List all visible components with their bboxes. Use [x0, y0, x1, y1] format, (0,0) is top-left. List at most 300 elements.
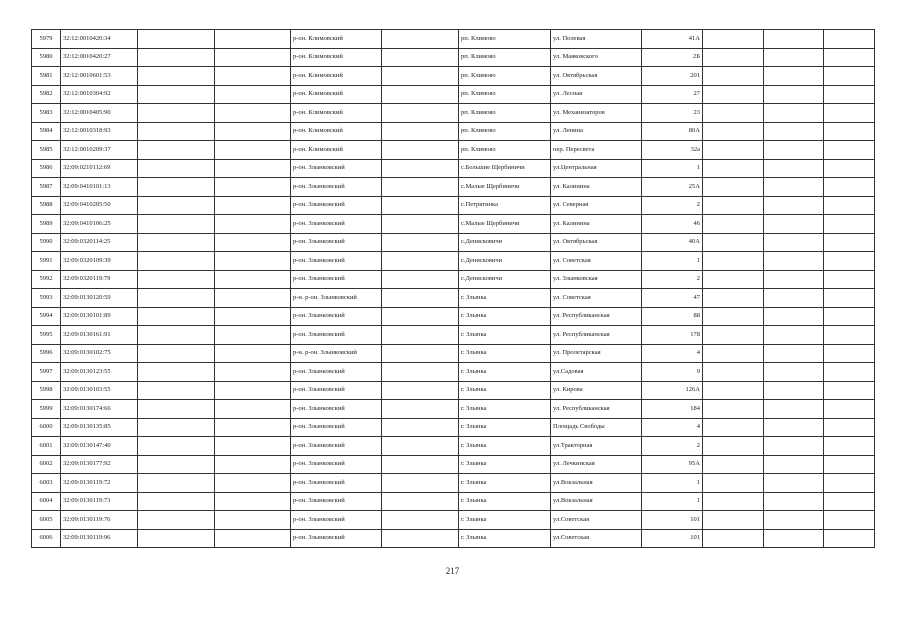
empty-cell-e [764, 474, 824, 493]
cadastral-number-cell: 32:09:0130161:91 [61, 326, 138, 345]
empty-cell-c [382, 511, 459, 530]
cadastral-number-cell: 32:09:0130123:55 [61, 363, 138, 382]
table-row [32, 363, 875, 382]
empty-cell-a [138, 529, 215, 548]
street-cell: Площадь Свободы [551, 418, 642, 437]
house-number-cell: 32а [642, 141, 703, 160]
empty-cell-a [138, 178, 215, 197]
row-number-cell: 5990 [32, 233, 61, 252]
street-cell: ул. Республиканская [551, 307, 642, 326]
district-cell: р-он. Злынковский [291, 455, 382, 474]
empty-cell-f [824, 104, 875, 123]
table-row [32, 48, 875, 67]
empty-cell-e [764, 511, 824, 530]
locality-cell: с.Большие Щербиничи [459, 159, 551, 178]
empty-cell-f [824, 326, 875, 345]
locality-cell: рп. Климово [459, 67, 551, 86]
table-row [32, 252, 875, 271]
cadastral-number-cell: 32:09:0410106:25 [61, 215, 138, 234]
empty-cell-f [824, 400, 875, 419]
empty-cell-c [382, 307, 459, 326]
locality-cell: с.Денисковичи [459, 233, 551, 252]
empty-cell-a [138, 67, 215, 86]
locality-cell: г. Злынка [459, 344, 551, 363]
street-cell: ул. Северная [551, 196, 642, 215]
empty-cell-c [382, 381, 459, 400]
empty-cell-d [703, 122, 764, 141]
empty-cell-b [215, 492, 291, 511]
district-cell: р-он. Климовский [291, 122, 382, 141]
locality-cell: г. Злынка [459, 289, 551, 308]
house-number-cell: 1 [642, 474, 703, 493]
district-cell: р-он. Климовский [291, 67, 382, 86]
locality-cell: с.Петрятинка [459, 196, 551, 215]
empty-cell-a [138, 159, 215, 178]
cadastral-number-cell: 32:12:0010304:92 [61, 85, 138, 104]
house-number-cell: 88 [642, 307, 703, 326]
empty-cell-f [824, 344, 875, 363]
register-sheet [31, 29, 874, 548]
empty-cell-f [824, 159, 875, 178]
empty-cell-f [824, 455, 875, 474]
empty-cell-b [215, 215, 291, 234]
cadastral-number-cell: 32:09:0130119:96 [61, 529, 138, 548]
empty-cell-a [138, 270, 215, 289]
empty-cell-e [764, 252, 824, 271]
empty-cell-a [138, 400, 215, 419]
table-row [32, 104, 875, 123]
empty-cell-a [138, 30, 215, 49]
district-cell: р-он. Климовский [291, 141, 382, 160]
locality-cell: г. Злынка [459, 511, 551, 530]
cadastral-number-cell: 32:12:0010420:34 [61, 30, 138, 49]
cadastral-number-cell: 32:09:0320109:39 [61, 252, 138, 271]
street-cell: ул. Республиканская [551, 326, 642, 345]
empty-cell-d [703, 474, 764, 493]
district-cell: р-он. Злынковский [291, 363, 382, 382]
empty-cell-e [764, 400, 824, 419]
empty-cell-d [703, 437, 764, 456]
empty-cell-b [215, 437, 291, 456]
locality-cell: рп. Климово [459, 48, 551, 67]
empty-cell-a [138, 141, 215, 160]
district-cell: р-он. Злынковский [291, 178, 382, 197]
empty-cell-b [215, 30, 291, 49]
empty-cell-d [703, 326, 764, 345]
district-cell: р-он. Злынковский [291, 381, 382, 400]
cadastral-number-cell: 32:09:0130119:72 [61, 474, 138, 493]
house-number-cell: 2 [642, 270, 703, 289]
empty-cell-f [824, 85, 875, 104]
table-row [32, 492, 875, 511]
district-cell: р-н. р-он. Злынковский [291, 344, 382, 363]
empty-cell-e [764, 418, 824, 437]
street-cell: ул.Советская [551, 529, 642, 548]
house-number-cell: 201 [642, 67, 703, 86]
empty-cell-b [215, 122, 291, 141]
district-cell: р-он. Злынковский [291, 307, 382, 326]
row-number-cell: 5986 [32, 159, 61, 178]
house-number-cell: 4 [642, 418, 703, 437]
empty-cell-d [703, 270, 764, 289]
cadastral-number-cell: 32:09:0130119:76 [61, 511, 138, 530]
empty-cell-e [764, 455, 824, 474]
street-cell: ул. Калинина [551, 215, 642, 234]
table-row [32, 474, 875, 493]
cadastral-number-cell: 32:09:0130102:75 [61, 344, 138, 363]
empty-cell-b [215, 511, 291, 530]
empty-cell-c [382, 289, 459, 308]
locality-cell: с.Малые Щербиничи [459, 215, 551, 234]
empty-cell-d [703, 344, 764, 363]
empty-cell-a [138, 437, 215, 456]
empty-cell-c [382, 418, 459, 437]
empty-cell-f [824, 289, 875, 308]
empty-cell-e [764, 215, 824, 234]
cadastral-number-cell: 32:09:0410101:13 [61, 178, 138, 197]
empty-cell-a [138, 455, 215, 474]
row-number-cell: 6000 [32, 418, 61, 437]
cadastral-number-cell: 32:12:0010318:93 [61, 122, 138, 141]
district-cell: р-он. Злынковский [291, 511, 382, 530]
empty-cell-d [703, 233, 764, 252]
row-number-cell: 5989 [32, 215, 61, 234]
empty-cell-e [764, 30, 824, 49]
empty-cell-c [382, 344, 459, 363]
cadastral-number-cell: 32:09:0320119:79 [61, 270, 138, 289]
empty-cell-d [703, 30, 764, 49]
empty-cell-c [382, 455, 459, 474]
empty-cell-c [382, 326, 459, 345]
house-number-cell: 1 [642, 492, 703, 511]
house-number-cell: 2 [642, 196, 703, 215]
street-cell: ул. Лечкинская [551, 455, 642, 474]
street-cell: ул. Калинина [551, 178, 642, 197]
empty-cell-d [703, 196, 764, 215]
empty-cell-d [703, 289, 764, 308]
empty-cell-e [764, 85, 824, 104]
empty-cell-f [824, 48, 875, 67]
empty-cell-c [382, 252, 459, 271]
empty-cell-b [215, 252, 291, 271]
empty-cell-d [703, 67, 764, 86]
empty-cell-a [138, 252, 215, 271]
empty-cell-d [703, 48, 764, 67]
row-number-cell: 5996 [32, 344, 61, 363]
row-number-cell: 5997 [32, 363, 61, 382]
row-number-cell: 5998 [32, 381, 61, 400]
table-row [32, 289, 875, 308]
district-cell: р-н. р-он. Злынковский [291, 289, 382, 308]
empty-cell-d [703, 529, 764, 548]
district-cell: р-он. Злынковский [291, 270, 382, 289]
street-cell: ул. Механизаторов [551, 104, 642, 123]
empty-cell-c [382, 492, 459, 511]
empty-cell-e [764, 67, 824, 86]
row-number-cell: 6005 [32, 511, 61, 530]
empty-cell-d [703, 400, 764, 419]
empty-cell-c [382, 270, 459, 289]
empty-cell-e [764, 363, 824, 382]
street-cell: ул. Октябрьская [551, 233, 642, 252]
cadastral-number-cell: 32:12:0010405:90 [61, 104, 138, 123]
table-body [32, 30, 875, 548]
empty-cell-f [824, 141, 875, 160]
empty-cell-a [138, 48, 215, 67]
locality-cell: г. Злынка [459, 529, 551, 548]
empty-cell-b [215, 381, 291, 400]
locality-cell: г. Злынка [459, 418, 551, 437]
locality-cell: рп. Климово [459, 104, 551, 123]
empty-cell-a [138, 418, 215, 437]
empty-cell-f [824, 474, 875, 493]
cadastral-number-cell: 32:09:0410205:50 [61, 196, 138, 215]
cadastral-number-cell: 32:12:0010420:27 [61, 48, 138, 67]
house-number-cell: 101 [642, 511, 703, 530]
table-row [32, 122, 875, 141]
empty-cell-c [382, 178, 459, 197]
row-number-cell: 5987 [32, 178, 61, 197]
table-row [32, 511, 875, 530]
empty-cell-a [138, 233, 215, 252]
empty-cell-d [703, 215, 764, 234]
locality-cell: г. Злынка [459, 455, 551, 474]
table-row [32, 418, 875, 437]
cadastral-number-cell: 32:09:0130135:85 [61, 418, 138, 437]
empty-cell-a [138, 307, 215, 326]
district-cell: р-он. Злынковский [291, 196, 382, 215]
empty-cell-a [138, 492, 215, 511]
empty-cell-c [382, 85, 459, 104]
district-cell: р-он. Климовский [291, 85, 382, 104]
empty-cell-b [215, 344, 291, 363]
empty-cell-e [764, 178, 824, 197]
house-number-cell: 41А [642, 30, 703, 49]
empty-cell-e [764, 326, 824, 345]
empty-cell-e [764, 104, 824, 123]
empty-cell-d [703, 307, 764, 326]
district-cell: р-он. Злынковский [291, 252, 382, 271]
empty-cell-b [215, 418, 291, 437]
house-number-cell: 27 [642, 85, 703, 104]
empty-cell-f [824, 67, 875, 86]
cadastral-number-cell: 32:09:0130103:55 [61, 381, 138, 400]
row-number-cell: 6006 [32, 529, 61, 548]
house-number-cell: 80А [642, 122, 703, 141]
empty-cell-d [703, 141, 764, 160]
cadastral-number-cell: 32:09:0130147:40 [61, 437, 138, 456]
district-cell: р-он. Злынковский [291, 474, 382, 493]
locality-cell: с.Денисковичи [459, 252, 551, 271]
empty-cell-c [382, 159, 459, 178]
row-number-cell: 5999 [32, 400, 61, 419]
street-cell: пер. Пересвета [551, 141, 642, 160]
empty-cell-b [215, 196, 291, 215]
empty-cell-b [215, 141, 291, 160]
street-cell: ул.Вокзальная [551, 492, 642, 511]
locality-cell: с.Малые Щербиничи [459, 178, 551, 197]
empty-cell-e [764, 196, 824, 215]
page-number: 217 [445, 566, 460, 576]
empty-cell-f [824, 270, 875, 289]
cadastral-number-cell: 32:09:0130177:92 [61, 455, 138, 474]
empty-cell-c [382, 215, 459, 234]
table-row [32, 381, 875, 400]
empty-cell-e [764, 492, 824, 511]
cadastral-number-cell: 32:12:0010209:37 [61, 141, 138, 160]
empty-cell-e [764, 381, 824, 400]
empty-cell-b [215, 104, 291, 123]
empty-cell-f [824, 437, 875, 456]
house-number-cell: 101 [642, 529, 703, 548]
empty-cell-c [382, 141, 459, 160]
house-number-cell: 178 [642, 326, 703, 345]
empty-cell-c [382, 363, 459, 382]
row-number-cell: 5993 [32, 289, 61, 308]
house-number-cell: 1 [642, 159, 703, 178]
empty-cell-f [824, 529, 875, 548]
district-cell: р-он. Злынковский [291, 159, 382, 178]
empty-cell-d [703, 363, 764, 382]
district-cell: р-он. Злынковский [291, 215, 382, 234]
empty-cell-a [138, 196, 215, 215]
empty-cell-f [824, 233, 875, 252]
table-row [32, 67, 875, 86]
empty-cell-f [824, 363, 875, 382]
empty-cell-b [215, 455, 291, 474]
locality-cell: г. Злынка [459, 363, 551, 382]
empty-cell-b [215, 363, 291, 382]
cadastral-number-cell: 32:09:0130119:73 [61, 492, 138, 511]
district-cell: р-он. Климовский [291, 30, 382, 49]
empty-cell-c [382, 122, 459, 141]
locality-cell: рп. Климово [459, 30, 551, 49]
locality-cell: г. Злынка [459, 381, 551, 400]
house-number-cell: 126А [642, 381, 703, 400]
empty-cell-b [215, 326, 291, 345]
cadastral-number-cell: 32:09:0210112:69 [61, 159, 138, 178]
empty-cell-d [703, 85, 764, 104]
empty-cell-c [382, 400, 459, 419]
empty-cell-e [764, 122, 824, 141]
table-row [32, 529, 875, 548]
empty-cell-f [824, 122, 875, 141]
table-row [32, 270, 875, 289]
street-cell: ул. Кирова [551, 381, 642, 400]
street-cell: ул.Центральная [551, 159, 642, 178]
empty-cell-b [215, 400, 291, 419]
empty-cell-c [382, 30, 459, 49]
empty-cell-c [382, 233, 459, 252]
table-row [32, 400, 875, 419]
empty-cell-a [138, 344, 215, 363]
house-number-cell: 95А [642, 455, 703, 474]
empty-cell-a [138, 215, 215, 234]
house-number-cell: 184 [642, 400, 703, 419]
street-cell: ул.Вокзальная [551, 474, 642, 493]
empty-cell-f [824, 307, 875, 326]
empty-cell-e [764, 233, 824, 252]
empty-cell-a [138, 104, 215, 123]
house-number-cell: 40А [642, 233, 703, 252]
empty-cell-e [764, 529, 824, 548]
empty-cell-b [215, 159, 291, 178]
table-row [32, 30, 875, 49]
street-cell: ул.Садовая [551, 363, 642, 382]
empty-cell-d [703, 418, 764, 437]
row-number-cell: 5995 [32, 326, 61, 345]
locality-cell: г. Злынка [459, 326, 551, 345]
table-row [32, 344, 875, 363]
empty-cell-e [764, 141, 824, 160]
street-cell: ул. Полевая [551, 30, 642, 49]
street-cell: ул. Советская [551, 289, 642, 308]
empty-cell-b [215, 48, 291, 67]
table-row [32, 215, 875, 234]
empty-cell-f [824, 30, 875, 49]
house-number-cell: 4 [642, 344, 703, 363]
empty-cell-a [138, 122, 215, 141]
empty-cell-b [215, 270, 291, 289]
empty-cell-d [703, 104, 764, 123]
table-row [32, 85, 875, 104]
house-number-cell: 1 [642, 252, 703, 271]
empty-cell-f [824, 492, 875, 511]
row-number-cell: 5985 [32, 141, 61, 160]
house-number-cell: 47 [642, 289, 703, 308]
empty-cell-d [703, 159, 764, 178]
empty-cell-b [215, 307, 291, 326]
street-cell: ул. Ленина [551, 122, 642, 141]
house-number-cell: 46 [642, 215, 703, 234]
street-cell: ул. Злынковская [551, 270, 642, 289]
empty-cell-d [703, 252, 764, 271]
district-cell: р-он. Злынковский [291, 326, 382, 345]
cadastral-number-cell: 32:09:0130101:89 [61, 307, 138, 326]
house-number-cell: 23 [642, 104, 703, 123]
district-cell: р-он. Злынковский [291, 400, 382, 419]
street-cell: ул.Тракторная [551, 437, 642, 456]
street-cell: ул. Республиканская [551, 400, 642, 419]
empty-cell-b [215, 67, 291, 86]
district-cell: р-он. Злынковский [291, 418, 382, 437]
empty-cell-c [382, 437, 459, 456]
district-cell: р-он. Климовский [291, 48, 382, 67]
row-number-cell: 5981 [32, 67, 61, 86]
row-number-cell: 5994 [32, 307, 61, 326]
empty-cell-c [382, 104, 459, 123]
empty-cell-c [382, 474, 459, 493]
empty-cell-b [215, 178, 291, 197]
empty-cell-f [824, 418, 875, 437]
cadastral-number-cell: 32:09:0130120:59 [61, 289, 138, 308]
district-cell: р-он. Злынковский [291, 233, 382, 252]
row-number-cell: 5991 [32, 252, 61, 271]
row-number-cell: 6001 [32, 437, 61, 456]
locality-cell: г. Злынка [459, 492, 551, 511]
empty-cell-a [138, 85, 215, 104]
house-number-cell: 25А [642, 178, 703, 197]
row-number-cell: 6002 [32, 455, 61, 474]
cadastral-number-cell: 32:09:0320114:25 [61, 233, 138, 252]
house-number-cell: 2Б [642, 48, 703, 67]
empty-cell-b [215, 85, 291, 104]
empty-cell-a [138, 511, 215, 530]
street-cell: ул. Советская [551, 252, 642, 271]
empty-cell-f [824, 381, 875, 400]
locality-cell: рп. Климово [459, 141, 551, 160]
locality-cell: г. Злынка [459, 437, 551, 456]
